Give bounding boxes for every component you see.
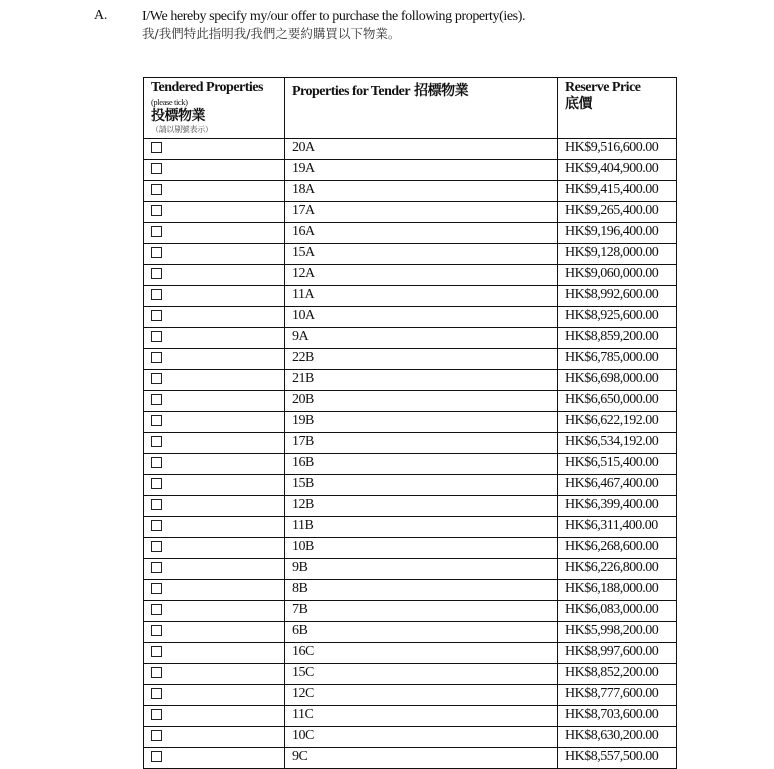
reserve-price: HK$6,785,000.00 xyxy=(558,349,677,370)
table-row xyxy=(144,433,677,454)
property-unit: 11A xyxy=(285,286,558,307)
tender-checkbox[interactable] xyxy=(151,247,162,258)
tick-cell xyxy=(144,286,285,307)
reserve-price: HK$9,415,400.00 xyxy=(558,181,677,202)
tick-cell xyxy=(144,412,285,433)
property-unit: 16A xyxy=(285,223,558,244)
reserve-price: HK$6,650,000.00 xyxy=(558,391,677,412)
table-row xyxy=(144,454,677,475)
property-unit: 7B xyxy=(285,601,558,622)
reserve-price: HK$9,404,900.00 xyxy=(558,160,677,181)
tick-cell xyxy=(144,517,285,538)
reserve-price: HK$6,268,600.00 xyxy=(558,538,677,559)
reserve-price: HK$9,265,400.00 xyxy=(558,202,677,223)
property-unit: 12A xyxy=(285,265,558,286)
property-unit: 9C xyxy=(285,748,558,769)
tick-cell xyxy=(144,454,285,475)
table-row xyxy=(144,580,677,601)
property-unit: 18A xyxy=(285,181,558,202)
reserve-price: HK$6,622,192.00 xyxy=(558,412,677,433)
table-row xyxy=(144,349,677,370)
tick-cell xyxy=(144,496,285,517)
property-unit: 6B xyxy=(285,622,558,643)
statement-chinese: 我/我們特此指明我/我們之要約購買以下物業。 xyxy=(142,26,401,41)
table-row xyxy=(144,265,677,286)
table-row xyxy=(144,307,677,328)
tender-checkbox[interactable] xyxy=(151,562,162,573)
tender-checkbox[interactable] xyxy=(151,583,162,594)
tender-checkbox[interactable] xyxy=(151,226,162,237)
tick-cell xyxy=(144,559,285,580)
property-unit: 16B xyxy=(285,454,558,475)
tick-cell xyxy=(144,349,285,370)
tender-checkbox[interactable] xyxy=(151,352,162,363)
tender-checkbox[interactable] xyxy=(151,499,162,510)
tick-cell xyxy=(144,643,285,664)
property-unit: 11C xyxy=(285,706,558,727)
table-row xyxy=(144,538,677,559)
reserve-price: HK$9,060,000.00 xyxy=(558,265,677,286)
reserve-price: HK$6,467,400.00 xyxy=(558,475,677,496)
reserve-price: HK$8,630,200.00 xyxy=(558,727,677,748)
property-unit: 10C xyxy=(285,727,558,748)
table-row xyxy=(144,412,677,433)
property-unit: 12C xyxy=(285,685,558,706)
tender-checkbox[interactable] xyxy=(151,436,162,447)
header-tendered-properties xyxy=(144,78,285,139)
tender-checkbox[interactable] xyxy=(151,478,162,489)
tick-cell xyxy=(144,370,285,391)
property-unit: 19B xyxy=(285,412,558,433)
tick-cell xyxy=(144,727,285,748)
property-unit: 8B xyxy=(285,580,558,601)
header-properties-for-tender xyxy=(285,78,558,139)
tender-properties-table xyxy=(143,77,677,769)
table-row xyxy=(144,748,677,769)
reserve-price: HK$9,516,600.00 xyxy=(558,139,677,160)
table-row xyxy=(144,664,677,685)
reserve-price: HK$8,703,600.00 xyxy=(558,706,677,727)
tender-checkbox[interactable] xyxy=(151,205,162,216)
table-row xyxy=(144,496,677,517)
reserve-price: HK$6,698,000.00 xyxy=(558,370,677,391)
table-row xyxy=(144,643,677,664)
table-row xyxy=(144,328,677,349)
table-row xyxy=(144,727,677,748)
tick-cell xyxy=(144,202,285,223)
tender-checkbox[interactable] xyxy=(151,667,162,678)
table-row xyxy=(144,181,677,202)
table-row xyxy=(144,391,677,412)
table-row xyxy=(144,622,677,643)
header-reserve-title-zh: 底價 xyxy=(565,96,592,112)
property-unit: 15B xyxy=(285,475,558,496)
header-reserve-title-en: Reserve Price xyxy=(565,80,641,95)
tender-checkbox[interactable] xyxy=(151,625,162,636)
reserve-price: HK$6,311,400.00 xyxy=(558,517,677,538)
reserve-price: HK$6,188,000.00 xyxy=(558,580,677,601)
header-reserve-price xyxy=(558,78,677,139)
tick-cell xyxy=(144,475,285,496)
tender-checkbox[interactable] xyxy=(151,331,162,342)
table-row xyxy=(144,244,677,265)
header-properties-title-en: Properties for Tender xyxy=(292,84,411,99)
header-tendered-title-en: Tendered Properties xyxy=(151,80,263,95)
table-row xyxy=(144,475,677,496)
table-row xyxy=(144,160,677,181)
tender-checkbox[interactable] xyxy=(151,541,162,552)
reserve-price: HK$8,925,600.00 xyxy=(558,307,677,328)
table-row xyxy=(144,223,677,244)
tick-cell xyxy=(144,391,285,412)
reserve-price: HK$6,083,000.00 xyxy=(558,601,677,622)
section-letter: A. xyxy=(94,8,108,23)
table-header-row xyxy=(144,78,677,139)
header-properties-title-zh: 招標物業 xyxy=(414,83,469,99)
tender-checkbox[interactable] xyxy=(151,163,162,174)
header-tendered-note-en: (please tick) xyxy=(151,97,188,107)
table-row xyxy=(144,370,677,391)
tick-cell xyxy=(144,538,285,559)
tick-cell xyxy=(144,601,285,622)
tick-cell xyxy=(144,328,285,349)
tender-checkbox[interactable] xyxy=(151,730,162,741)
tick-cell xyxy=(144,664,285,685)
reserve-price: HK$6,226,800.00 xyxy=(558,559,677,580)
table-row xyxy=(144,559,677,580)
table-body xyxy=(144,139,677,769)
table-row xyxy=(144,706,677,727)
tender-checkbox[interactable] xyxy=(151,289,162,300)
section-statement xyxy=(142,8,525,42)
tender-checkbox[interactable] xyxy=(151,688,162,699)
tick-cell xyxy=(144,223,285,244)
table-row xyxy=(144,139,677,160)
tick-cell xyxy=(144,265,285,286)
tender-checkbox[interactable] xyxy=(151,646,162,657)
table-row xyxy=(144,517,677,538)
tick-cell xyxy=(144,433,285,454)
tender-checkbox[interactable] xyxy=(151,751,162,762)
property-unit: 20A xyxy=(285,139,558,160)
property-unit: 17B xyxy=(285,433,558,454)
property-unit: 21B xyxy=(285,370,558,391)
reserve-price: HK$8,859,200.00 xyxy=(558,328,677,349)
tick-cell xyxy=(144,244,285,265)
table-row xyxy=(144,601,677,622)
tender-checkbox[interactable] xyxy=(151,520,162,531)
tick-cell xyxy=(144,685,285,706)
tick-cell xyxy=(144,706,285,727)
tender-checkbox[interactable] xyxy=(151,268,162,279)
tender-checkbox[interactable] xyxy=(151,604,162,615)
reserve-price: HK$8,997,600.00 xyxy=(558,643,677,664)
tender-checkbox[interactable] xyxy=(151,709,162,720)
tick-cell xyxy=(144,580,285,601)
statement-english: I/We hereby specify my/our offer to purchase the following property(ies). xyxy=(142,9,526,24)
table-row xyxy=(144,685,677,706)
property-unit: 9A xyxy=(285,328,558,349)
reserve-price: HK$8,852,200.00 xyxy=(558,664,677,685)
reserve-price: HK$8,992,600.00 xyxy=(558,286,677,307)
table-row xyxy=(144,286,677,307)
reserve-price: HK$9,128,000.00 xyxy=(558,244,677,265)
tender-checkbox[interactable] xyxy=(151,184,162,195)
tender-checkbox[interactable] xyxy=(151,394,162,405)
property-unit: 17A xyxy=(285,202,558,223)
property-unit: 19A xyxy=(285,160,558,181)
tick-cell xyxy=(144,307,285,328)
reserve-price: HK$8,557,500.00 xyxy=(558,748,677,769)
tender-checkbox[interactable] xyxy=(151,142,162,153)
reserve-price: HK$9,196,400.00 xyxy=(558,223,677,244)
reserve-price: HK$5,998,200.00 xyxy=(558,622,677,643)
property-unit: 12B xyxy=(285,496,558,517)
tick-cell xyxy=(144,622,285,643)
tick-cell xyxy=(144,160,285,181)
property-unit: 10A xyxy=(285,307,558,328)
tender-checkbox[interactable] xyxy=(151,310,162,321)
property-unit: 10B xyxy=(285,538,558,559)
property-unit: 15C xyxy=(285,664,558,685)
reserve-price: HK$6,534,192.00 xyxy=(558,433,677,454)
reserve-price: HK$8,777,600.00 xyxy=(558,685,677,706)
property-unit: 11B xyxy=(285,517,558,538)
reserve-price: HK$6,399,400.00 xyxy=(558,496,677,517)
tick-cell xyxy=(144,139,285,160)
property-unit: 16C xyxy=(285,643,558,664)
tick-cell xyxy=(144,748,285,769)
tick-cell xyxy=(144,181,285,202)
header-tendered-title-zh: 投標物業 xyxy=(151,108,205,124)
tender-checkbox[interactable] xyxy=(151,415,162,426)
header-tendered-note-zh: （請以剔號表示） xyxy=(151,125,213,134)
tender-checkbox[interactable] xyxy=(151,373,162,384)
table-row xyxy=(144,202,677,223)
tender-checkbox[interactable] xyxy=(151,457,162,468)
property-unit: 20B xyxy=(285,391,558,412)
property-unit: 22B xyxy=(285,349,558,370)
reserve-price: HK$6,515,400.00 xyxy=(558,454,677,475)
property-unit: 15A xyxy=(285,244,558,265)
property-unit: 9B xyxy=(285,559,558,580)
